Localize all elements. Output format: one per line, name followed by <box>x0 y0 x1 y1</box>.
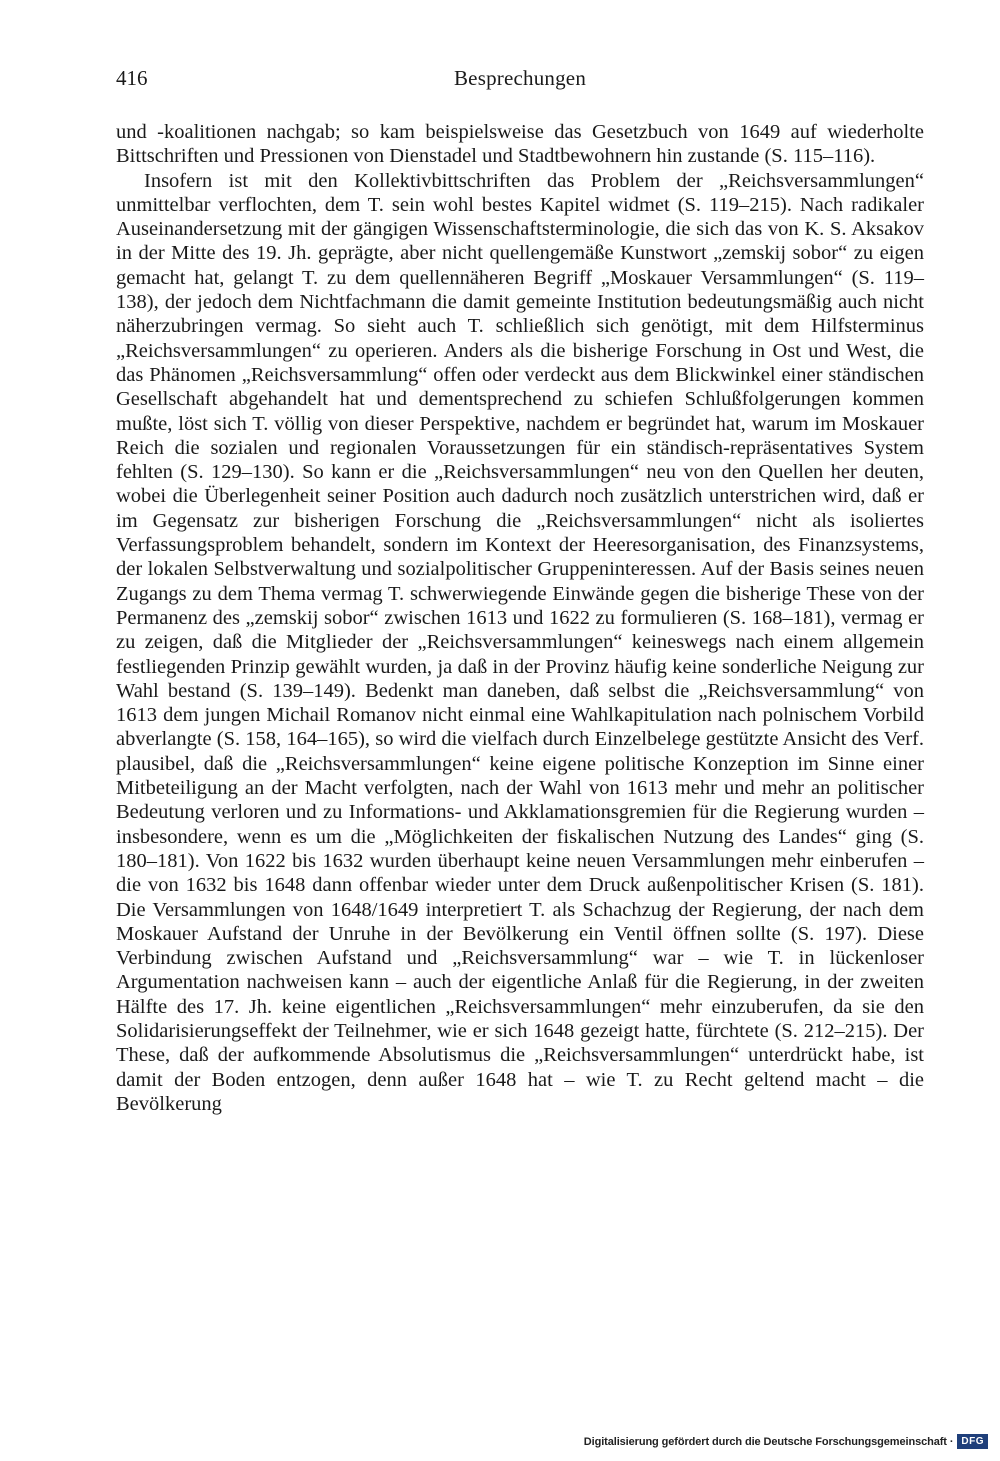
body-text <box>116 120 924 1116</box>
page-number: 416 <box>116 66 148 90</box>
page-header <box>116 66 924 96</box>
credit-text: Digitalisierung gefördert durch die Deutsche Forschungsgemeinschaft · <box>583 1435 954 1448</box>
digitization-credit <box>584 1434 988 1449</box>
running-head: Besprechungen <box>453 66 587 90</box>
paragraph: und -koalitionen nachgab; so kam beispielsweise das Gesetzbuch von 1649 auf wiederholte Bittschriften und Pressionen von Dienstadel und Stadtbewohnern hin zustande (S. 115–116). <box>116 121 924 168</box>
dfg-logo: DFG <box>957 1434 988 1449</box>
paragraph: Insofern ist mit den Kollektivbittschriften das Problem der „Reichsversammlungen“ unmittelbar verflochten, dem T. sein wohl bestes Kapitel widmet (S. 119–215). Nach radikaler Auseinandersetzung mit der gängigen Wissenschaftsterminologie, die sich das von K. S. Aksakov in der Mitte des 19. Jh. geprägte, aber nicht quellengemäße Kunstwort „zemskij sobor“ zu eigen gemacht hat, gelangt T. zu dem quellennäheren Begriff „Moskauer Versammlungen“ (S. 119–138), der jedoch dem Nichtfachmann die damit gemeinte Institution bedeutungsmäßig auch nicht näherzubringen vermag. So sieht auch T. schließlich sich genötigt, mit dem Hilfsterminus „Reichsversammlungen“ zu operieren. Anders als die bisherige Forschung in Ost und West, die das Phänomen „Reichsversammlung“ offen oder verdeckt aus dem Blickwinkel einer ständischen Gesellschaft abgehandelt hat und dementsprechend zu schiefen Schlußfolgerungen kommen mußte, löst sich T. völlig von dieser Perspektive, nachdem er begründet hat, warum im Moskauer Reich die sozialen und regionalen Voraussetzungen für ein ständisch-repräsentatives System fehlten (S. 129–130). So kann er die „Reichsversammlungen“ neu von den Quellen her deuten, wobei die Überlegenheit seiner Position auch dadurch noch zusätzlich unterstrichen wird, daß er im Gegensatz zur bisherigen Forschung die „Reichsversammlungen“ nicht als isoliertes Verfassungsproblem behandelt, sondern im Kontext der Heeresorganisation, des Finanzsystems, der lokalen Selbstverwaltung und sozialpolitischer Gruppeninteressen. Auf der Basis seines neuen Zugangs zu dem Thema vermag T. schwerwiegende Einwände gegen die bisherige These von der Permanenz des „zemskij sobor“ zwischen 1613 und 1622 zu formulieren (S. 168–181), vermag er zu zeigen, daß die Mitglieder der „Reichsversammlungen“ keineswegs nach einem allgemein festliegenden Prinzip gewählt wurden, ja daß in der Provinz häufig keine sonderliche Neigung zur Wahl bestand (S. 139–149). Bedenkt man daneben, daß selbst die „Reichsversammlung“ von 1613 dem jungen Michail Romanov nicht einmal eine Wahlkapitulation nach polnischem Vorbild abverlangte (S. 158, 164–165), so wird die vielfach durch Einzelbelege gestützte Ansicht des Verf. plausibel, daß die „Reichsversammlungen“ keine eigene politische Konzeption im Sinne einer Mitbeteiligung an der Macht verfolgten, nach der Wahl von 1613 mehr und mehr an politischer Bedeutung verloren und zu Informations- und Akklamationsgremien für die Regierung wurden – insbesondere, wenn es um die „Möglichkeiten der fiskalischen Nutzung des Landes“ ging (S. 180–181). Von 1622 bis 1632 wurden überhaupt keine neuen Versammlungen mehr einberufen – die von 1632 bis 1648 dann offenbar wieder unter dem Druck außenpolitischer Krisen (S. 181). Die Versammlungen von 1648/1649 interpretiert T. als Schachzug der Regierung, der nach dem Moskauer Aufstand der Unruhe in der Bevölkerung ein Ventil öffnen sollte (S. 197). Diese Verbindung zwischen Aufstand und „Reichsversammlung“ war – wie T. in lückenloser Argumentation nachweisen kann – auch der eigentliche Anlaß für die Regierung, in der zweiten Hälfte des 17. Jh. keine eigentlichen „Reichsversammlungen“ mehr einzuberufen, da sie den Solidarisierungseffekt der Teilnehmer, wie er sich 1648 gezeigt hatte, fürchtete (S. 212–215). Der These, daß der aufkommende Absolutismus die „Reichsversammlungen“ unterdrückt habe, ist damit der Boden entzogen, denn außer 1648 hat – wie T. zu Recht geltend macht – die Bevölkerung <box>116 169 924 1115</box>
